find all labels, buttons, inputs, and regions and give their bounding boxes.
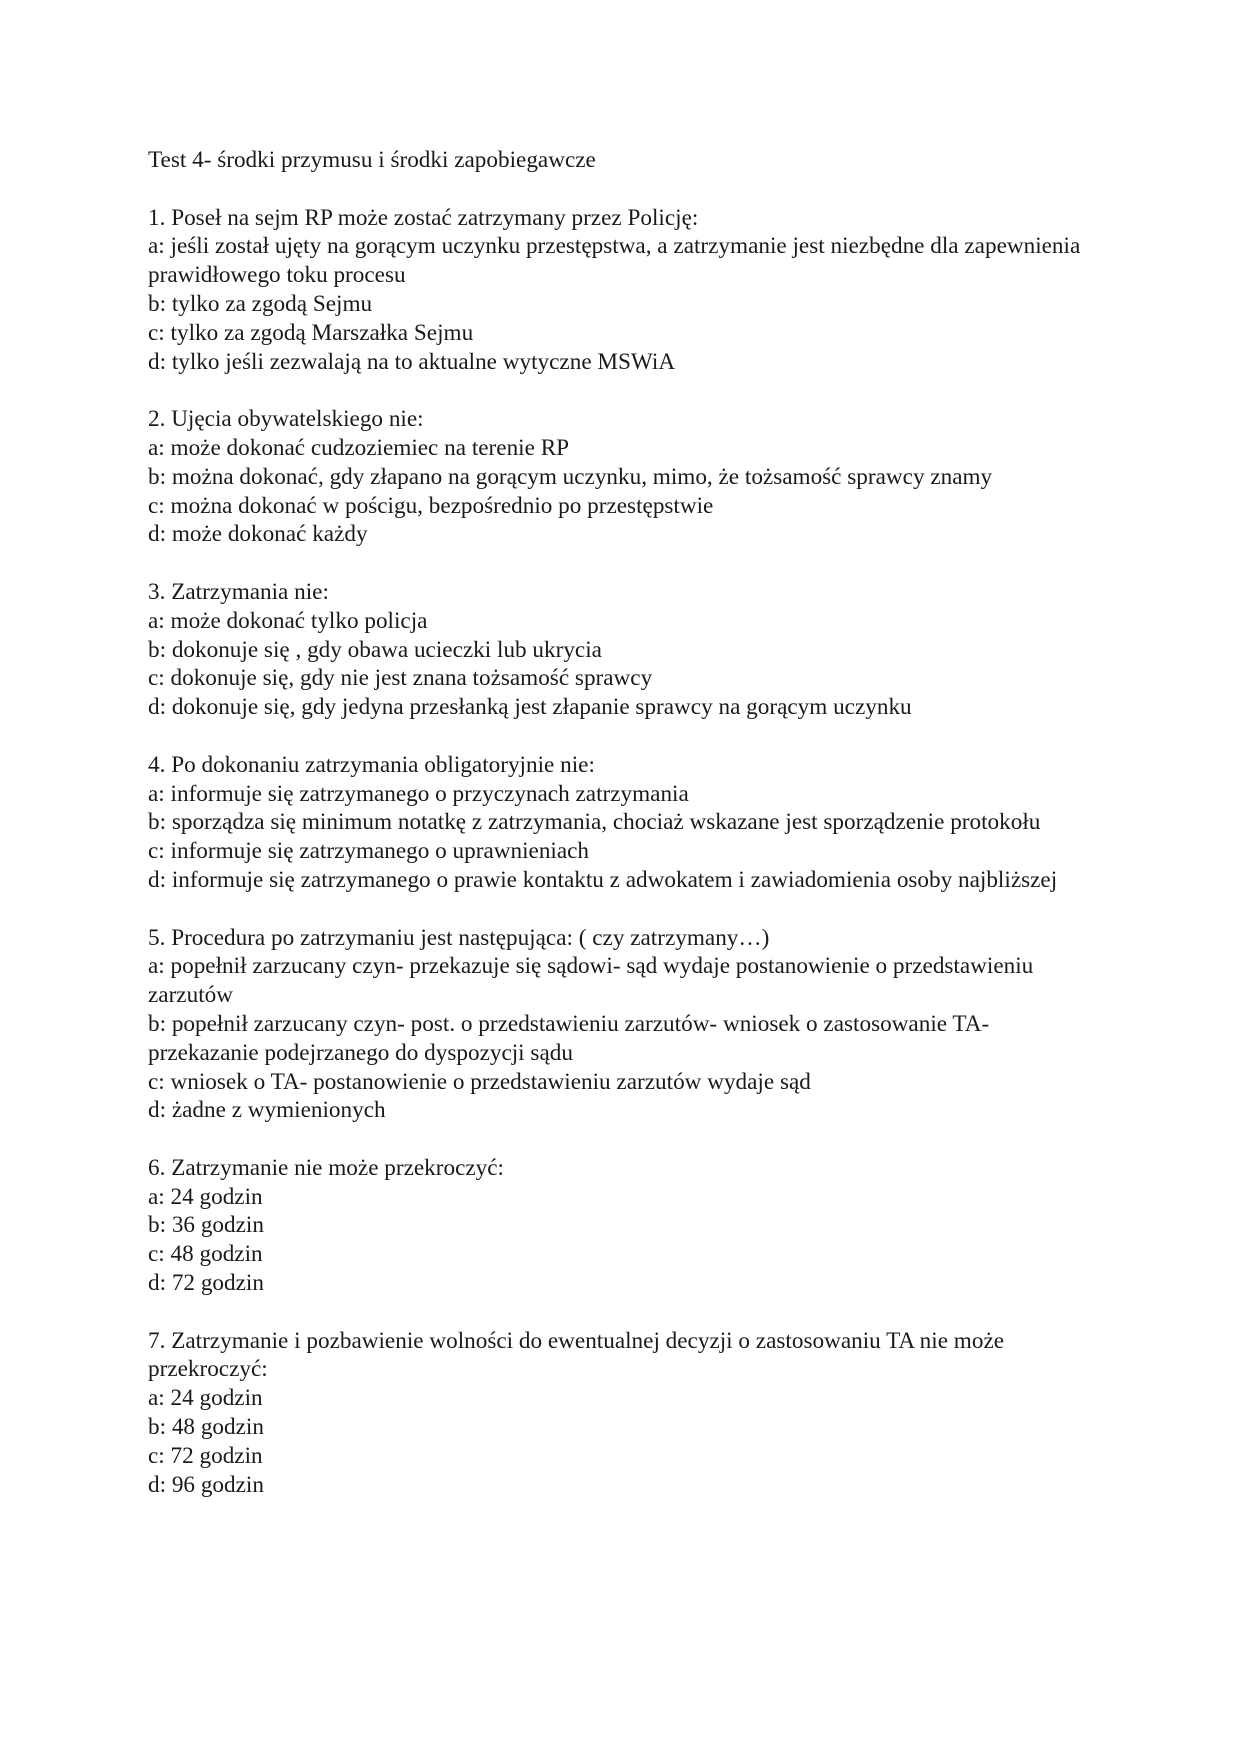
- answer-option-a: a: może dokonać cudzoziemiec na terenie RP: [148, 434, 570, 461]
- answer-option-d: d: informuje się zatrzymanego o prawie kontaktu z adwokatem i zawiadomienia osoby najbliższej: [148, 866, 1058, 893]
- answer-option-d: d: tylko jeśli zezwalają na to aktualne wytyczne MSWiA: [148, 348, 676, 375]
- question-2: [148, 405, 1088, 549]
- document-body: [148, 146, 1088, 1528]
- answer-option-c: c: tylko za zgodą Marszałka Sejmu: [148, 319, 474, 346]
- question-text: 7. Zatrzymanie i pozbawienie wolności do ewentualnej decyzji o zastosowaniu TA nie może przekroczyć:: [148, 1327, 1005, 1383]
- answer-option-b: b: 36 godzin: [148, 1212, 264, 1239]
- document-title: Test 4- środki przymusu i środki zapobiegawcze: [148, 147, 596, 173]
- question-text: 4. Po dokonaniu zatrzymania obligatoryjnie nie:: [148, 751, 595, 778]
- answer-option-c: c: wniosek o TA- postanowienie o przedstawieniu zarzutów wydaje sąd: [148, 1068, 811, 1095]
- question-text: 3. Zatrzymania nie:: [148, 578, 329, 605]
- answer-option-d: d: może dokonać każdy: [148, 521, 368, 548]
- answer-option-b: b: sporządza się minimum notatkę z zatrzymania, chociaż wskazane jest sporządzenie protokołu: [148, 809, 1041, 836]
- answer-option-d: d: 72 godzin: [148, 1270, 264, 1297]
- answer-option-b: b: można dokonać, gdy złapano na gorącym uczynku, mimo, że tożsamość sprawcy znamy: [148, 463, 993, 490]
- answer-option-c: c: dokonuje się, gdy nie jest znana tożsamość sprawcy: [148, 665, 653, 692]
- question-4: [148, 751, 1088, 895]
- answer-option-a: a: popełnił zarzucany czyn- przekazuje się sądowi- sąd wydaje postanowienie o przedstawieniu zarzutów: [148, 953, 1034, 1009]
- answer-option-c: c: można dokonać w pościgu, bezpośrednio po przestępstwie: [148, 492, 714, 519]
- answer-option-a: a: 24 godzin: [148, 1385, 263, 1412]
- answer-option-b: b: tylko za zgodą Sejmu: [148, 290, 373, 317]
- answer-option-c: c: informuje się zatrzymanego o uprawnieniach: [148, 838, 590, 865]
- answer-option-a: a: może dokonać tylko policja: [148, 607, 428, 634]
- question-7: [148, 1327, 1088, 1500]
- answer-option-a: a: informuje się zatrzymanego o przyczynach zatrzymania: [148, 780, 689, 807]
- question-5: [148, 924, 1088, 1126]
- answer-option-b: b: 48 godzin: [148, 1414, 264, 1441]
- answer-option-b: b: dokonuje się , gdy obawa ucieczki lub ukrycia: [148, 636, 602, 663]
- answer-option-b: b: popełnił zarzucany czyn- post. o przedstawieniu zarzutów- wniosek o zastosowanie TA- przekazanie podejrzanego do dyspozycji sądu: [148, 1010, 990, 1066]
- answer-option-a: a: jeśli został ujęty na gorącym uczynku przestępstwa, a zatrzymanie jest niezbędne dla zapewnienia prawidłowego toku procesu: [148, 233, 1081, 289]
- question-text: 1. Poseł na sejm RP może zostać zatrzymany przez Policję:: [148, 204, 699, 231]
- answer-option-c: c: 48 godzin: [148, 1241, 263, 1268]
- question-1: [148, 204, 1088, 377]
- answer-option-d: d: dokonuje się, gdy jedyna przesłanką jest złapanie sprawcy na gorącym uczynku: [148, 694, 912, 721]
- answer-option-a: a: 24 godzin: [148, 1183, 263, 1210]
- question-3: [148, 578, 1088, 722]
- question-6: [148, 1154, 1088, 1298]
- question-text: 2. Ujęcia obywatelskiego nie:: [148, 406, 424, 433]
- answer-option-d: d: żadne z wymienionych: [148, 1097, 386, 1124]
- question-text: 5. Procedura po zatrzymaniu jest następująca: ( czy zatrzymany…): [148, 924, 770, 951]
- answer-option-d: d: 96 godzin: [148, 1471, 264, 1498]
- answer-option-c: c: 72 godzin: [148, 1442, 263, 1469]
- question-text: 6. Zatrzymanie nie może przekroczyć:: [148, 1154, 504, 1181]
